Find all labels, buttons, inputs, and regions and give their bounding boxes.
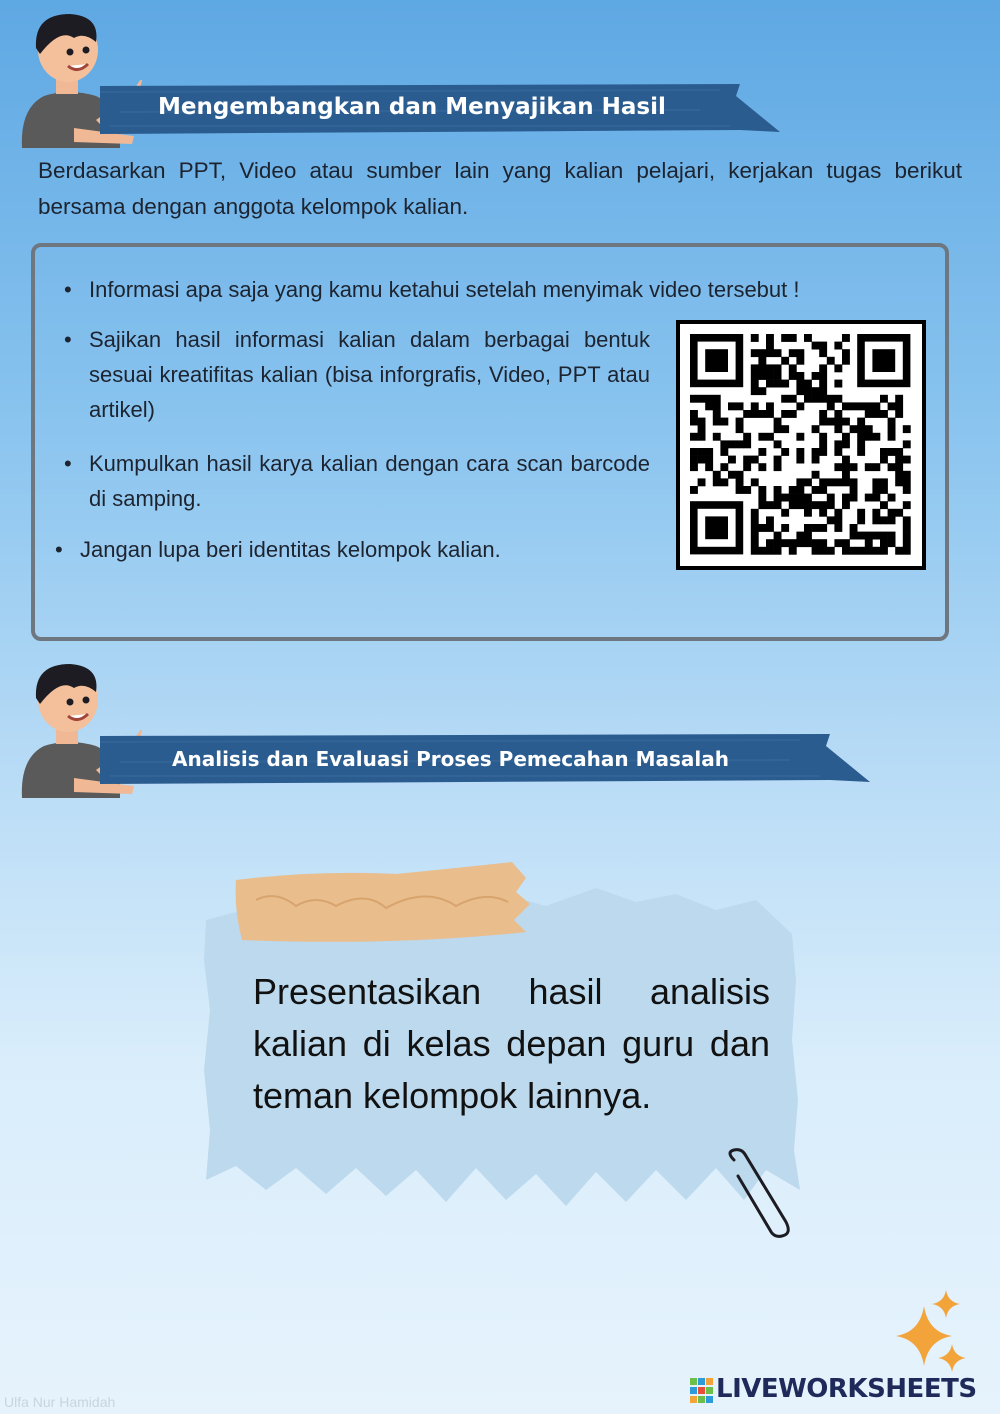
paperclip-icon bbox=[720, 1148, 796, 1240]
task-text: Kumpulkan hasil karya kalian dengan cara scan barcode di samping. bbox=[89, 451, 650, 511]
task-item bbox=[64, 272, 904, 307]
presentation-note: Presentasikan hasil analisis kalian di kelas depan guru dan teman kelompok lainnya. bbox=[253, 971, 770, 1116]
brand-name: LIVEWORKSHEETS bbox=[716, 1374, 977, 1404]
section-title: Analisis dan Evaluasi Proses Pemecahan Masalah bbox=[172, 747, 729, 771]
section-banner-1 bbox=[100, 82, 780, 138]
bullet-icon: • bbox=[64, 451, 72, 476]
sparkle-icon bbox=[890, 1288, 970, 1378]
task-item bbox=[64, 322, 650, 427]
section-title: Mengembangkan dan Menyajikan Hasil bbox=[158, 94, 666, 120]
bullet-icon: • bbox=[64, 277, 72, 302]
qr-code[interactable] bbox=[676, 320, 926, 570]
task-text: Sajikan hasil informasi kalian dalam berbagai bentuk sesuai kreatifitas kalian (bisa inforgrafis, Video, PPT atau artikel) bbox=[89, 327, 650, 422]
bullet-icon: • bbox=[55, 537, 63, 562]
task-item bbox=[64, 446, 650, 516]
bullet-icon: • bbox=[64, 327, 72, 352]
section-banner-2 bbox=[100, 732, 872, 788]
task-text: Informasi apa saja yang kamu ketahui setelah menyimak video tersebut ! bbox=[89, 277, 800, 302]
task-item bbox=[55, 532, 645, 567]
task-text: Jangan lupa beri identitas kelompok kalian. bbox=[80, 537, 501, 562]
author-credit: Ulfa Nur Hamidah bbox=[4, 1394, 116, 1410]
intro-paragraph: Berdasarkan PPT, Video atau sumber lain yang kalian pelajari, kerjakan tugas berikut bersama dengan anggota kelompok kalian. bbox=[38, 158, 962, 219]
